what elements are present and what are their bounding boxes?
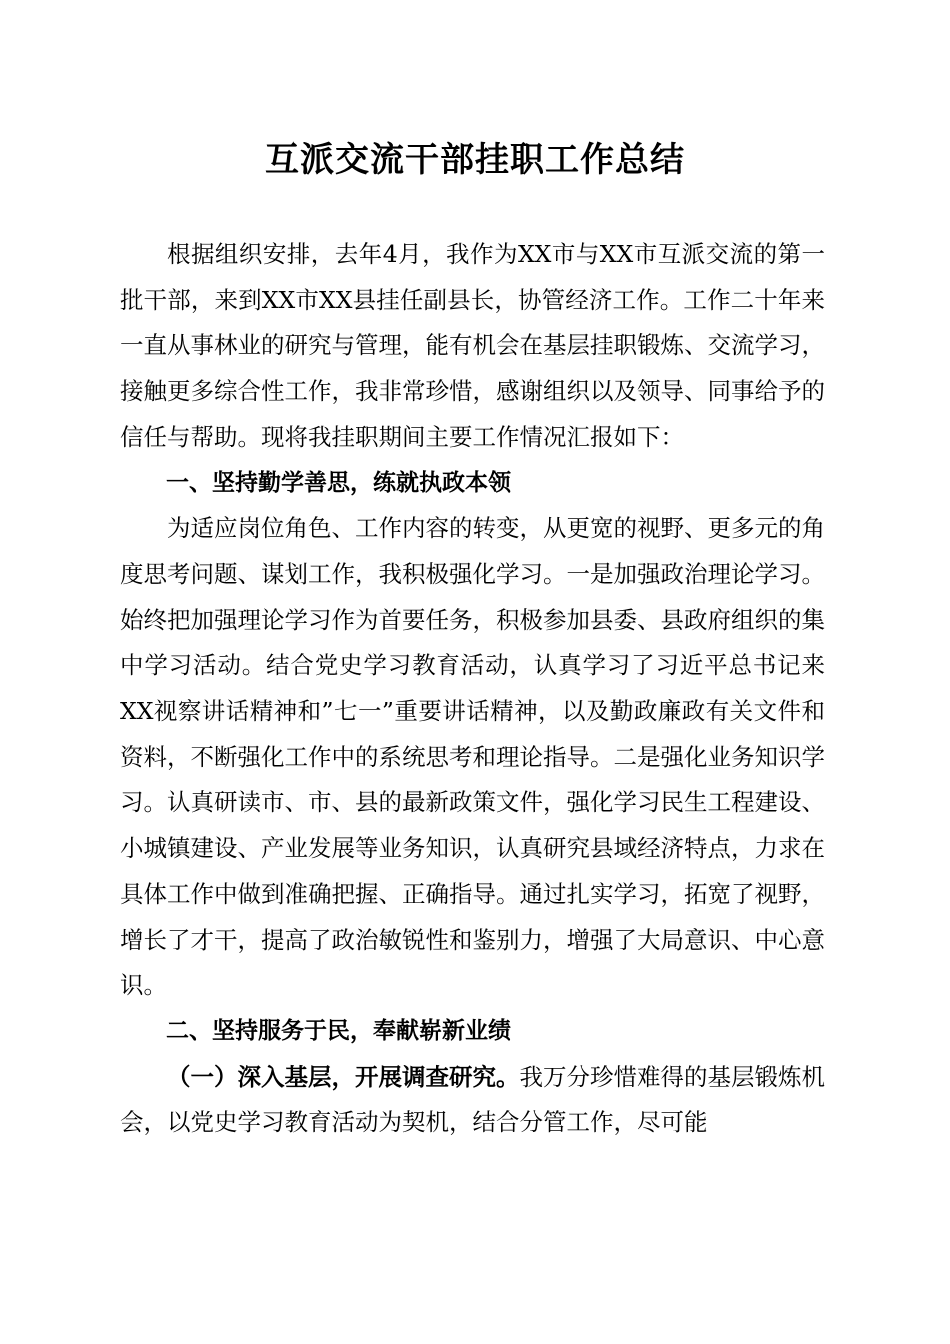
section-2-sub-1-paragraph [120, 1055, 825, 1146]
section-2-heading: 二、坚持服务于民，奉献崭新业绩 [166, 1017, 511, 1044]
section-2-sub-1-text: 我万分珍惜难得的基层锻炼机会，以党史学习教育活动为契机，结合分管工作，尽可能 [120, 1062, 825, 1137]
document-body [120, 232, 825, 1146]
document-title: 互派交流干部挂职工作总结 [265, 140, 685, 180]
section-1-paragraph: 为适应岗位角色、工作内容的转变，从更宽的视野、更多元的角度思考问题、谋划工作，我积极强化学习。一是加强政治理论学习。始终把加强理论学习作为首要任务，积极参加县委、县政府组织的集中学习活动。结合党史学习教育活动，认真学习了习近平总书记来XX视察讲话精神和”七一”重要讲话精神，以及勤政廉政有关文件和资料，不断强化工作中的系统思考和理论指导。二是强化业务知识学习。认真研读市、市、县的最新政策文件，强化学习民生工程建设、小城镇建设、产业发展等业务知识，认真研究县域经济特点，力求在具体工作中做到准确把握、正确指导。通过扎实学习，拓宽了视野，增长了才干，提高了政治敏锐性和鉴别力，增强了大局意识、中心意识。 [120, 514, 825, 1000]
section-1-heading: 一、坚持勤学善思，练就执政本领 [166, 469, 511, 496]
section-2-sub-1-lead: （一）深入基层，开展调查研究。 [167, 1062, 520, 1091]
intro-paragraph: 根据组织安排，去年4月，我作为XX市与XX市互派交流的第一批干部，来到XX市XX县挂任副县长，协管经济工作。工作二十年来一直从事林业的研究与管理，能有机会在基层挂职锻炼、交流学习，接触更多综合性工作，我非常珍惜，感谢组织以及领导、同事给予的信任与帮助。现将我挂职期间主要工作情况汇报如下： [120, 240, 825, 451]
